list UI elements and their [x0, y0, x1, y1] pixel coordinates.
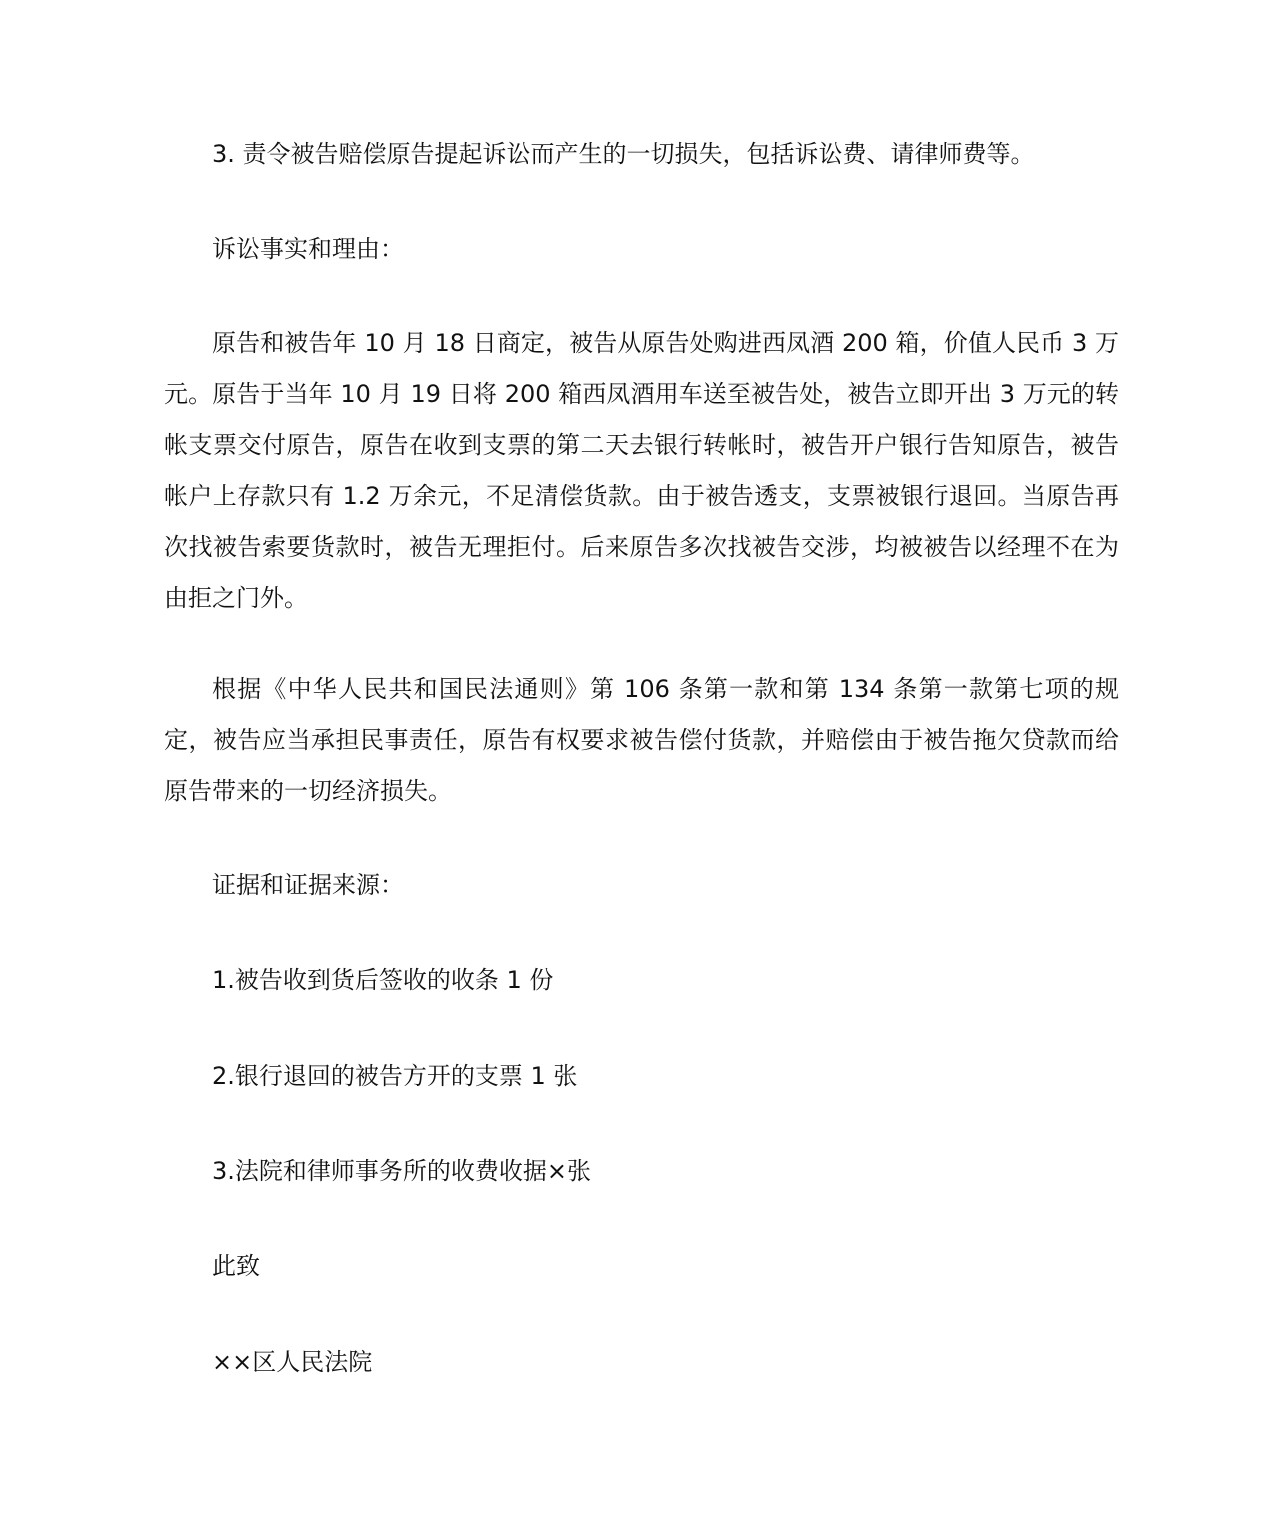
evidence-item: 1.被告收到货后签收的收条 1 份 [212, 966, 554, 994]
evidence-item: 3.法院和律师事务所的收费收据×张 [212, 1157, 592, 1185]
closing-salutation: 此致 [212, 1252, 260, 1280]
legal-basis-paragraph: 根据《中华人民共和国民法通则》第 106 条第一款和第 134 条第一款第七项的规定，被告应当承担民事责任，原告有权要求被告偿付货款，并赔偿由于被告拖欠贷款而给原告带来的一切经济损失。 [164, 675, 1119, 805]
evidence-item: 2.银行退回的被告方开的支票 1 张 [212, 1062, 578, 1090]
evidence-heading: 证据和证据来源： [212, 871, 404, 899]
facts-heading: 诉讼事实和理由： [212, 235, 404, 263]
facts-paragraph: 原告和被告年 10 月 18 日商定，被告从原告处购进西凤酒 200 箱，价值人民币 3 万元。原告于当年 10 月 19 日将 200 箱西凤酒用车送至被告处，被告立即开出 3 万元的转帐支票交付原告，原告在收到支票的第二天去银行转帐时，被告开户银行告知原告，被告帐户上存款只有 1.2 万余元，不足清偿货款。由于被告透支，支票被银行退回。当原告再次找被告索要货款时，被告无理拒付。后来原告多次找被告交涉，均被被告以经理不在为由拒之门外。 [164, 329, 1119, 612]
court-name: ××区人民法院 [212, 1348, 373, 1376]
claim-item-3: 3. 责令被告赔偿原告提起诉讼而产生的一切损失，包括诉讼费、请律师费等。 [212, 140, 1035, 168]
